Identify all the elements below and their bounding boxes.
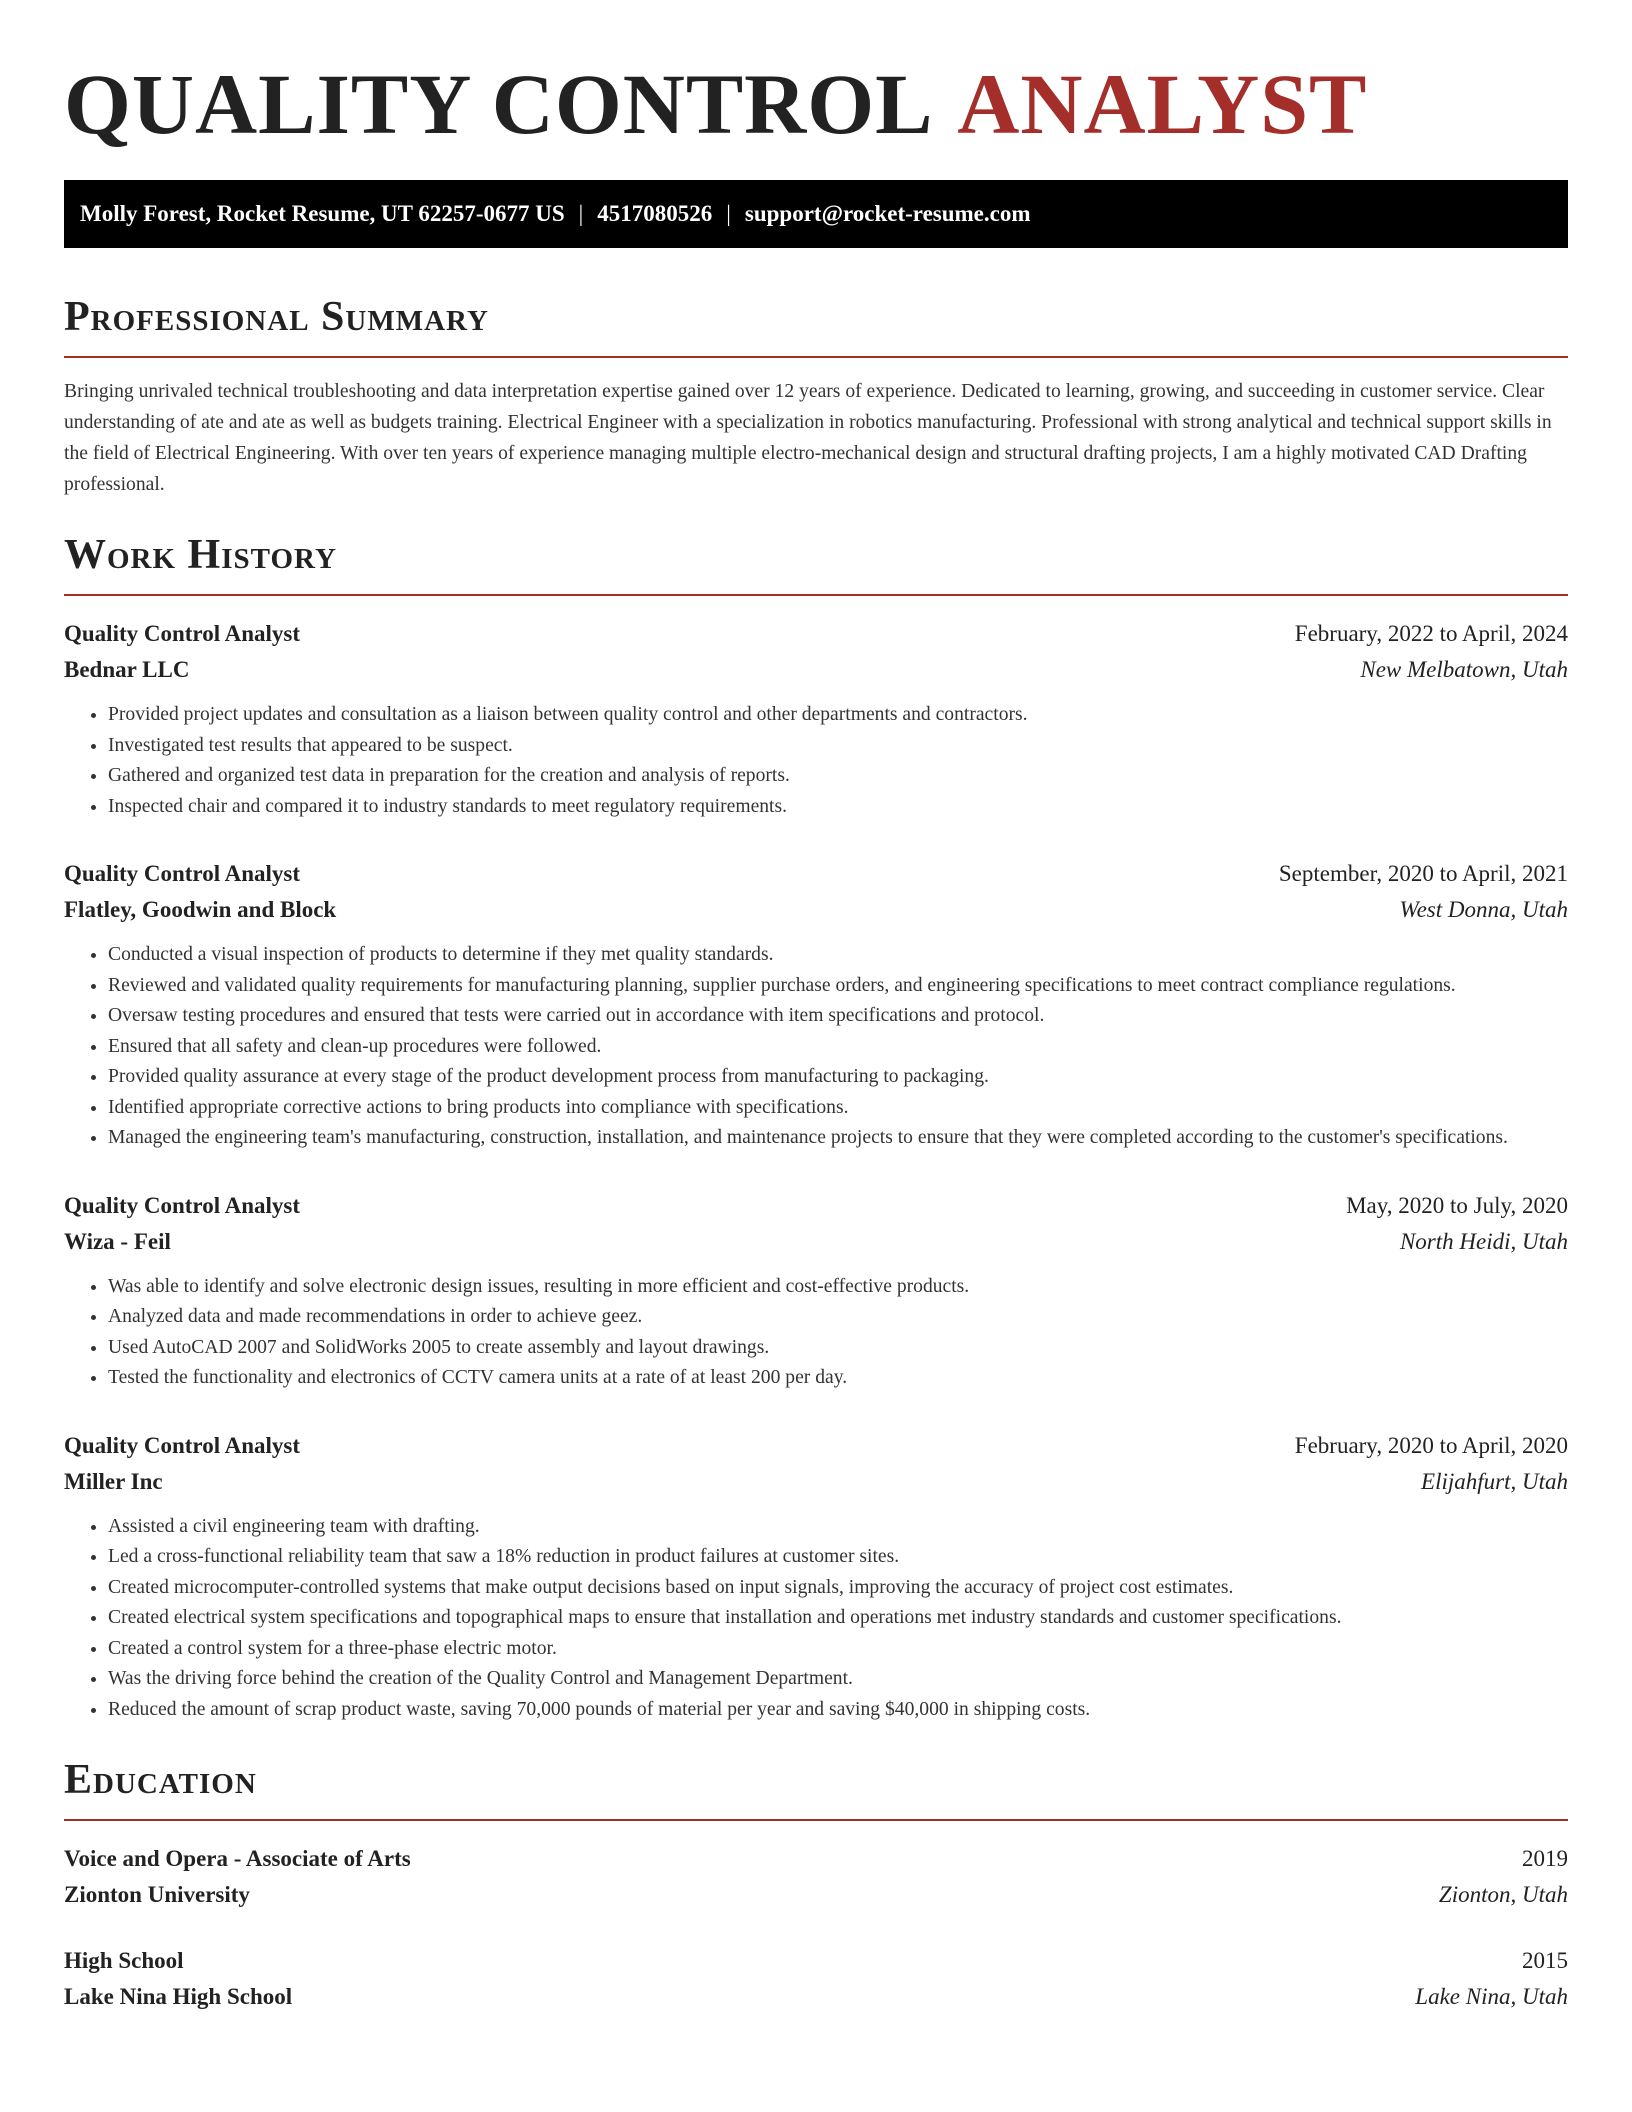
job-company: Wiza - Feil [64,1228,171,1254]
job-location: West Donna, Utah [1399,897,1568,922]
job-bullet: • Analyzed data and made recommendations in order to achieve geez. [108,1302,1568,1333]
contact-email[interactable]: support@rocket-resume.com [744,201,1031,226]
section-divider [64,356,1568,358]
job-bullet: • Oversaw testing procedures and ensured that tests were carried out in accordance with item specifications and protocol. [108,1001,1568,1032]
job-header-row [64,1188,1568,1224]
title-main: QUALITY CONTROL [64,56,929,152]
job-bullet: • Investigated test results that appeared to be suspect. [108,731,1568,762]
job-header-row [64,616,1568,652]
education-school-row [64,1979,1568,2015]
job-bullet: • Created microcomputer-controlled systems that make output decisions based on input signals, improving the accuracy of project cost estimates. [108,1573,1568,1604]
job-bullet: • Was the driving force behind the creation of the Quality Control and Management Department. [108,1664,1568,1695]
job-bullet: • Created electrical system specifications and topographical maps to ensure that installation and operations met industry standards and customer specifications. [108,1603,1568,1634]
education-location: Zionton, Utah [1438,1882,1568,1907]
education-degree: Voice and Opera - Associate of Arts [64,1846,411,1871]
contact-address: Molly Forest, Rocket Resume, UT 62257-0677 US [80,201,565,226]
job-bullets [64,700,1568,822]
section-divider [64,1819,1568,1821]
job-bullets [64,940,1568,1154]
job-dates: September, 2020 to April, 2021 [1278,861,1568,886]
job-entry [64,616,1568,822]
job-dates: February, 2022 to April, 2024 [1294,621,1568,646]
job-company-row [64,1464,1568,1500]
education-entry [64,1943,1568,2015]
job-dates: February, 2020 to April, 2020 [1294,1432,1568,1458]
job-header-row [64,1428,1568,1464]
job-entry [64,1188,1568,1394]
job-title: Quality Control Analyst [64,1192,300,1218]
education-degree-row [64,1841,1568,1877]
job-title: Quality Control Analyst [64,1432,300,1458]
job-company: Miller Inc [64,1468,163,1494]
education-school: Lake Nina High School [64,1984,293,2009]
job-bullet: • Led a cross-functional reliability team that saw a 18% reduction in product failures at customer sites. [108,1542,1568,1573]
summary-section [64,292,1568,500]
job-bullet: • Used AutoCAD 2007 and SolidWorks 2005 to create assembly and layout drawings. [108,1333,1568,1364]
title-accent: ANALYST [957,56,1368,152]
contact-phone[interactable]: 4517080526 [597,201,713,226]
job-bullet: • Reduced the amount of scrap product waste, saving 70,000 pounds of material per year and saving $40,000 in shipping costs. [108,1695,1568,1726]
education-entry [64,1841,1568,1913]
job-bullet: • Provided project updates and consultation as a liaison between quality control and other departments and contractors. [108,700,1568,731]
job-company: Bednar LLC [64,657,190,682]
education-degree: High School [64,1948,184,1973]
job-entry [64,856,1568,1154]
education-heading: Education [64,1757,257,1803]
education-section [64,1755,1568,2015]
resume-title [64,48,1568,160]
work-history-section [64,530,1568,1725]
job-bullet: • Was able to identify and solve electronic design issues, resulting in more efficient and cost-effective products. [108,1272,1568,1303]
job-bullet: • Inspected chair and compared it to industry standards to meet regulatory requirements. [108,792,1568,823]
education-school-row [64,1877,1568,1913]
job-bullet: • Conducted a visual inspection of products to determine if they met quality standards. [108,940,1568,971]
job-bullets [64,1272,1568,1394]
job-bullets [64,1512,1568,1726]
job-dates: May, 2020 to July, 2020 [1346,1192,1568,1218]
job-bullet: • Gathered and organized test data in preparation for the creation and analysis of reports. [108,761,1568,792]
job-bullet: • Provided quality assurance at every stage of the product development process from manufacturing to packaging. [108,1062,1568,1093]
summary-text: Bringing unrivaled technical troubleshooting and data interpretation expertise gained over 12 years of experience. Dedicated to learning, growing, and succeeding in customer service. Clear understanding of ate and ate as well as budgets training. Electrical Engineer with a specialization in robotics manufacturing. Professional with strong analytical and technical support skills in the field of Electrical Engineering. With over ten years of experience managing multiple electro-mechanical design and structural drafting projects, I am a highly motivated CAD Drafting professional. [64,381,1552,495]
contact-bar [64,180,1568,248]
job-company-row [64,1224,1568,1260]
job-location: New Melbatown, Utah [1360,657,1568,682]
contact-separator: | [726,201,731,226]
job-bullet: • Ensured that all safety and clean-up procedures were followed. [108,1032,1568,1063]
job-bullet: • Managed the engineering team's manufacturing, construction, installation, and maintenance projects to ensure that they were completed according to the customer's specifications. [108,1123,1568,1154]
education-location: Lake Nina, Utah [1415,1984,1568,2009]
job-bullet: • Identified appropriate corrective actions to bring products into compliance with specifications. [108,1093,1568,1124]
job-location: North Heidi, Utah [1399,1228,1568,1254]
education-year: 2019 [1522,1846,1568,1871]
job-entry [64,1428,1568,1726]
job-bullet: • Reviewed and validated quality requirements for manufacturing planning, supplier purchase orders, and engineering specifications to meet contract compliance regulations. [108,971,1568,1002]
job-company-row [64,652,1568,688]
contact-separator: | [578,201,584,226]
job-bullet: • Created a control system for a three-phase electric motor. [108,1634,1568,1665]
job-bullet: • Assisted a civil engineering team with drafting. [108,1512,1568,1543]
job-title: Quality Control Analyst [64,621,300,646]
job-location: Elijahfurt, Utah [1421,1468,1568,1494]
job-bullet: • Tested the functionality and electronics of CCTV camera units at a rate of at least 200 per day. [108,1363,1568,1394]
job-title: Quality Control Analyst [64,861,300,886]
education-school: Zionton University [64,1882,250,1907]
job-company: Flatley, Goodwin and Block [64,897,337,922]
education-degree-row [64,1943,1568,1979]
summary-heading: Professional Summary [64,294,489,340]
section-divider [64,594,1568,596]
work-history-heading: Work History [64,532,337,578]
education-year: 2015 [1522,1948,1568,1973]
job-header-row [64,856,1568,892]
job-company-row [64,892,1568,928]
